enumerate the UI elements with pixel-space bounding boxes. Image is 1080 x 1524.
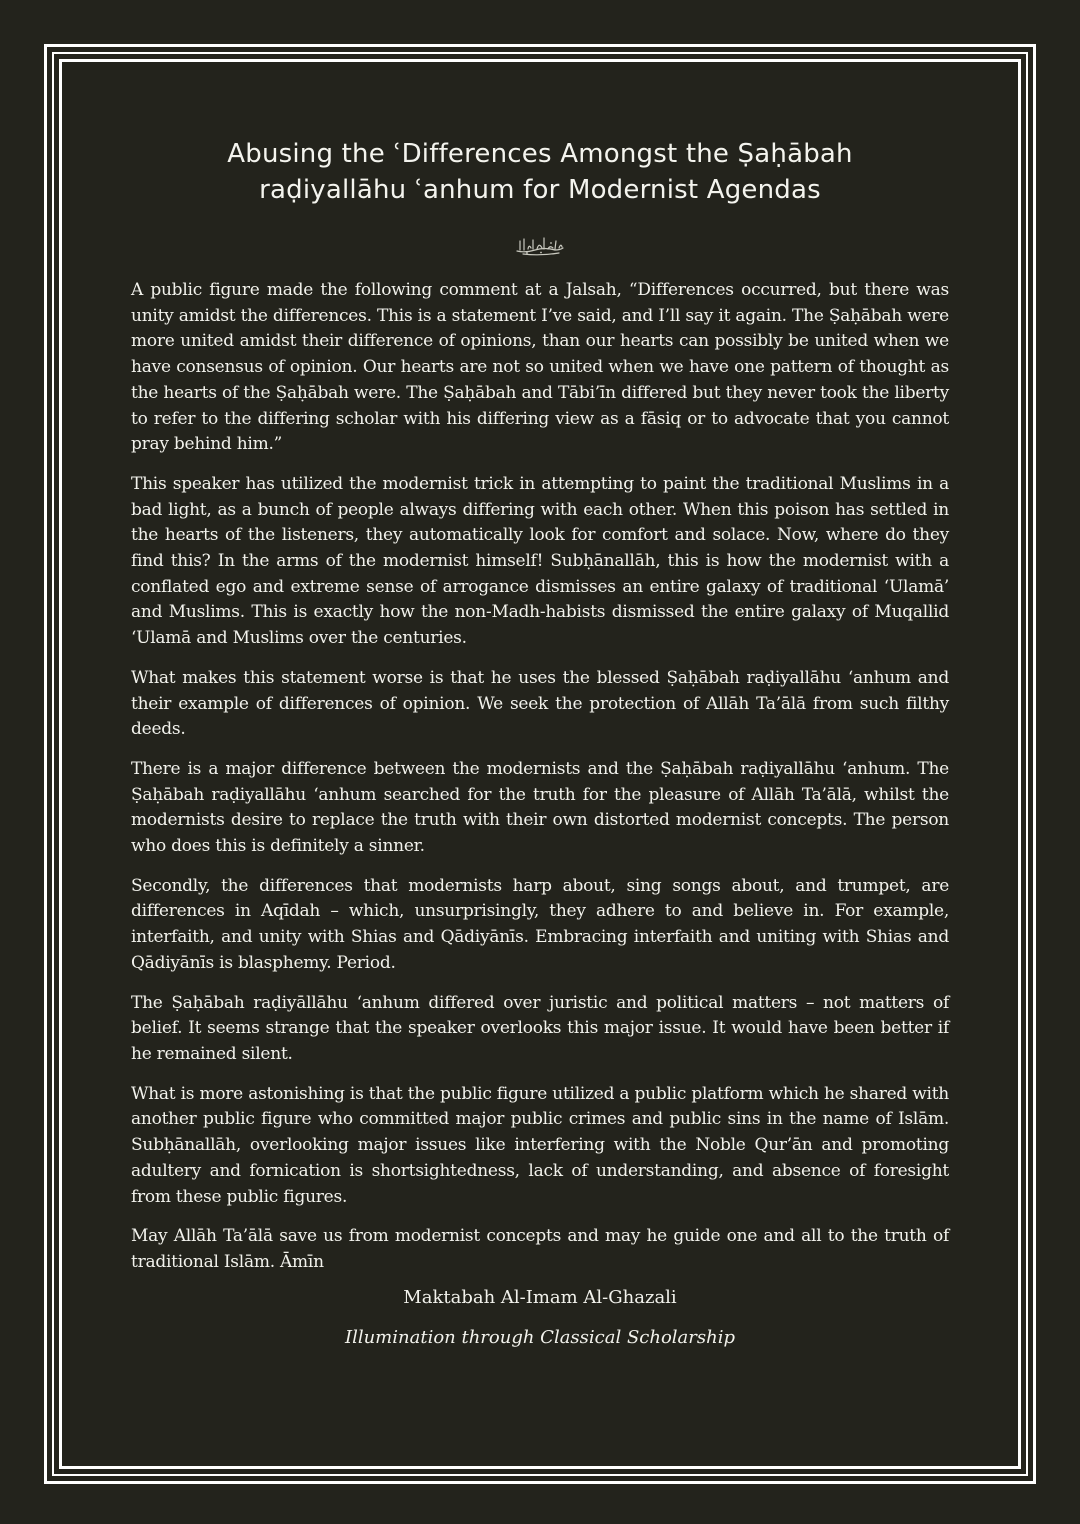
title-line-1: Abusing the ʿDifferences Amongst the Ṣaḥābah: [227, 139, 853, 169]
publisher-tagline: Illumination through Classical Scholarship: [344, 1327, 736, 1348]
paragraph-7: What is more astonishing is that the public figure utilized a public platform which he shared with another public figure who committed major public crimes and public sins in the name of Islām. Subḥānallāh, overlooking major issues like interfering with the Noble Qur’ān and promoting adultery and fornication is shortsightedness, lack of understanding, and absence of foresight from these public figures.: [131, 1083, 949, 1207]
paragraph-2: This speaker has utilized the modernist trick in attempting to paint the traditional Muslims in a bad light, as a bunch of people always differing with each other. When this poison has settled in the hearts of the listeners, they automatically look for comfort and solace. Now, where do they find this? In the arms of the modernist himself! Subḥānallāh, this is how the modernist with a conflated ego and extreme sense of arrogance dismisses an entire galaxy of traditional ‘Ulamā’ and Muslims. This is exactly how the non-Madh-habists dismissed the entire galaxy of Muqallid ‘Ulamā and Muslims over the centuries.: [131, 473, 949, 649]
title-line-2: raḍiyallāhu ʿanhum for Modernist Agendas: [259, 175, 821, 205]
article-body: [131, 278, 949, 1290]
bismillah-calligraphy-icon: [515, 236, 565, 256]
paragraph-6: The Ṣaḥābah raḍiyāllāhu ‘anhum differed over juristic and political matters – not matters of belief. It seems strange that the speaker overlooks this major issue. It would have been better if he remained silent.: [131, 992, 949, 1064]
paragraph-4: There is a major difference between the modernists and the Ṣaḥābah raḍiyallāhu ‘anhum. The Ṣaḥābah raḍiyallāhu ‘anhum searched for the truth for the pleasure of Allāh Ta’ālā, whilst the modernists desire to replace the truth with their own distorted modernist concepts. The person who does this is definitely a sinner.: [131, 758, 949, 857]
paragraph-5: Secondly, the differences that modernists harp about, sing songs about, and trumpet, are differences in Aqīdah – which, unsurprisingly, they adhere to and believe in. For example, interfaith, and unity with Shias and Qādiyānīs. Embracing interfaith and uniting with Shias and Qādiyānīs is blasphemy. Period.: [131, 875, 949, 973]
paragraph-1: A public figure made the following comment at a Jalsah, “Differences occurred, but there was unity amidst the differences. This is a statement I’ve said, and I’ll say it again. The Ṣaḥābah were more united amidst their difference of opinions, than our hearts can possibly be united when we have consensus of opinion. Our hearts are not so united when we have one pattern of thought as the hearts of the Ṣaḥābah were. The Ṣaḥābah and Tābi’īn differed but they never took the liberty to refer to the differing scholar with his differing view as a fāsiq or to advocate that you cannot pray behind him.”: [131, 280, 949, 455]
paragraph-8: May Allāh Ta’ālā save us from modernist concepts and may he guide one and all to the truth of traditional Islām. Āmīn: [131, 1226, 949, 1272]
paragraph-3: What makes this statement worse is that he uses the blessed Ṣaḥābah raḍiyallāhu ‘anhum and their example of differences of opinion. We seek the protection of Allāh Ta’ālā from such filthy deeds.: [131, 667, 949, 740]
page-title: [0, 136, 1080, 208]
publisher-name: Maktabah Al-Imam Al-Ghazali: [403, 1287, 677, 1308]
